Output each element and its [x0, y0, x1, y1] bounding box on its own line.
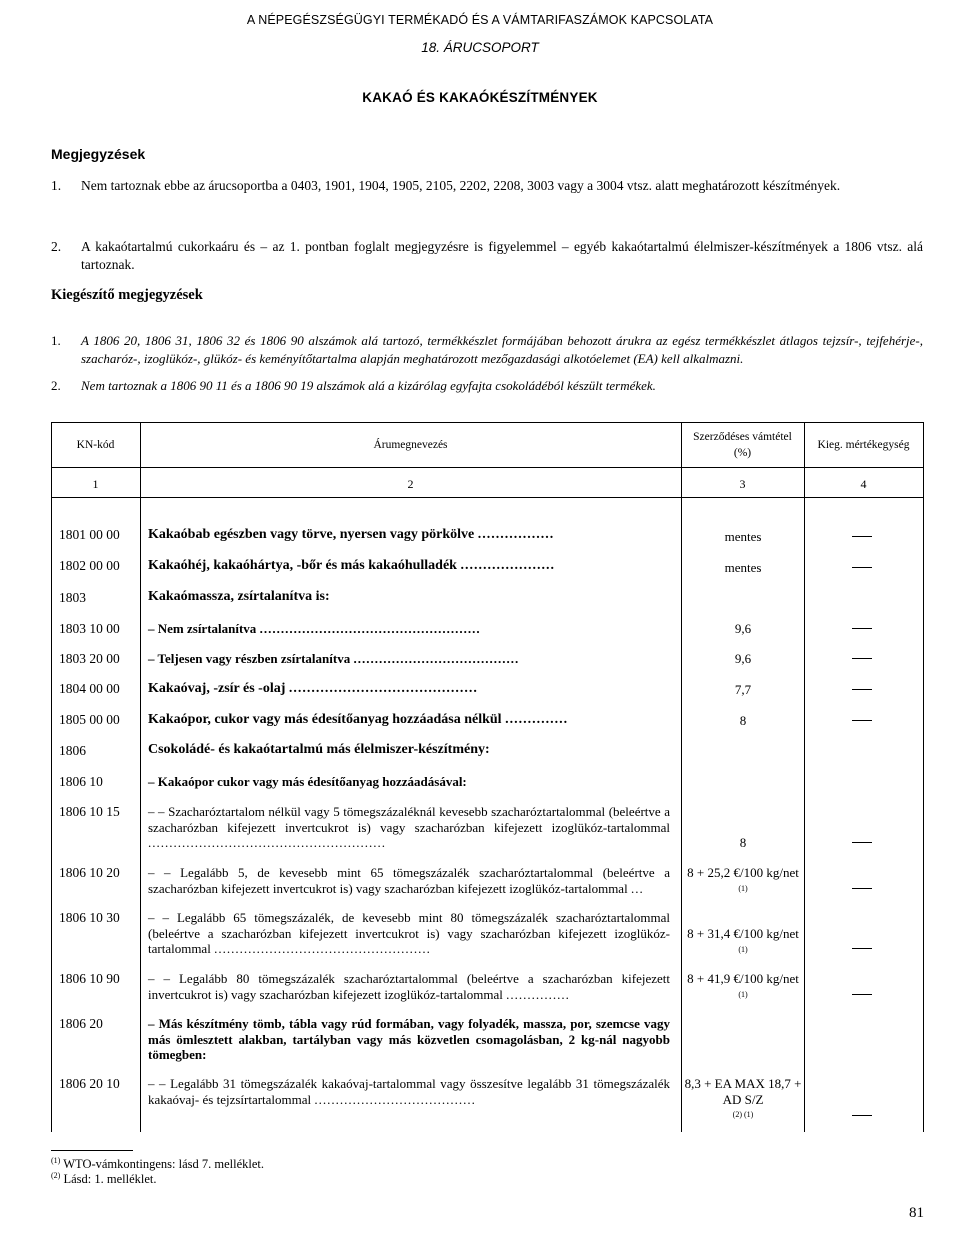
page-number: 81 — [909, 1205, 924, 1221]
row-code: 1806 10 20 — [59, 865, 120, 880]
row-code: 1803 — [59, 590, 86, 605]
note-number: 2. — [51, 239, 62, 254]
unit-dash — [852, 567, 872, 568]
row-code: 1806 — [59, 743, 86, 758]
row-code: 1806 10 30 — [59, 910, 120, 925]
row-description: Kakaóhéj, kakaóhártya, -bőr és más kakaóhulladék ..................... — [148, 558, 555, 573]
footnote-2: $^{(2)}$ Lásd: 1. melléklet. — [51, 1171, 157, 1187]
row-rate: 8,3 + EA MAX 18,7 + AD S/Z $^{(2) (1)}$ — [684, 1076, 802, 1119]
row-code: 1803 10 00 — [59, 621, 120, 636]
note-1 — [51, 177, 923, 195]
row-rate: 8 + 25,2 €/100 kg/net $^{(1)}$ — [687, 865, 799, 893]
notes-heading: Megjegyzések — [51, 146, 146, 162]
row-description: Kakaómassza, zsírtalanítva is: — [148, 589, 330, 604]
table-col-divider — [804, 422, 805, 1132]
row-rate: 8 — [739, 713, 747, 728]
unit-dash — [852, 842, 872, 843]
row-description: – – Legalább 80 tömegszázalék szacharóztartalommal (beleértve a szacharózban kifejezett invertcukrot is) vagy szacharózban kifejezett izoglükóz-tartalommal ............... — [148, 971, 670, 1002]
row-code: 1804 00 00 — [59, 681, 120, 696]
row-description: – Nem zsírtalanítva .................................................... — [148, 621, 481, 636]
table-top-rule — [51, 422, 924, 423]
chapter-title: KAKAÓ ÉS KAKAÓKÉSZÍTMÉNYEK — [362, 90, 598, 105]
row-rate: mentes — [724, 529, 762, 544]
unit-dash — [852, 1115, 872, 1116]
row-description: – – Szacharóztartalom nélkül vagy 5 tömegszázaléknál kevesebb szacharóztartalommal (beleértve a szacharózban kifejezett invertcukrot is) vagy szacharózban kifejezett izoglükóz-tartalommal ........................................................ — [148, 804, 670, 850]
unit-dash — [852, 948, 872, 949]
supplementary-note-2 — [51, 377, 923, 395]
row-code: 1802 00 00 — [59, 558, 120, 573]
row-description: – Teljesen vagy részben zsírtalanítva ....................................... — [148, 651, 520, 666]
section-label: 18. ÁRUCSOPORT — [421, 40, 539, 55]
row-code: 1806 10 — [59, 774, 103, 789]
column-number: 3 — [739, 477, 746, 491]
supplementary-note-1 — [51, 332, 923, 368]
footnote-1: $^{(1)}$ WTO-vámkontingens: lásd 7. melléklet. — [51, 1156, 265, 1172]
unit-dash — [852, 689, 872, 690]
table-header-rule — [51, 467, 924, 468]
unit-dash — [852, 888, 872, 889]
row-description: Kakaóbab egészben vagy törve, nyersen vagy pörkölve ................. — [148, 527, 555, 542]
row-description: – – Legalább 31 tömegszázalék kakaóvaj-tartalommal vagy összesítve legalább 31 tömegszázalék kakaóvaj- és tejzsírtartalommal ...................................... — [148, 1076, 670, 1107]
row-rate: 9,6 — [734, 651, 752, 666]
supplementary-number: 1. — [51, 333, 61, 348]
header-rate — [681, 429, 804, 461]
row-description: – Más készítmény tömb, tábla vagy rúd formában, vagy folyadék, massza, por, szemcse vagy más ömlesztett alakban, tartályban vagy más közvetlen csomagolásban, 2 kg-nál nagyobb tömegben: — [148, 1016, 670, 1062]
table-right-border — [923, 422, 924, 1132]
header-unit: Kieg. mértékegység — [817, 439, 910, 451]
header-rate-line2: (%) — [733, 447, 752, 459]
table-col-divider — [140, 422, 141, 1132]
table-numbers-rule — [51, 497, 924, 498]
running-head: A NÉPEGÉSZSÉGÜGYI TERMÉKADÓ ÉS A VÁMTARIFASZÁMOK KAPCSOLATA — [246, 13, 714, 27]
unit-dash — [852, 658, 872, 659]
note-2 — [51, 238, 923, 273]
row-description: – Kakaópor cukor vagy más édesítőanyag hozzáadásával: — [148, 774, 467, 789]
supplementary-heading: Kiegészítő megjegyzések — [51, 287, 203, 303]
header-code: KN-kód — [76, 439, 115, 451]
row-rate: 7,7 — [734, 682, 752, 697]
row-rate: mentes — [724, 560, 762, 575]
row-description: Kakaópor, cukor vagy más édesítőanyag hozzáadása nélkül .............. — [148, 712, 569, 727]
row-code: 1801 00 00 — [59, 527, 120, 542]
row-code: 1806 10 90 — [59, 971, 120, 986]
row-rate: 8 + 41,9 €/100 kg/net $^{(1)}$ — [687, 971, 799, 999]
note-text: A kakaótartalmú cukorkaáru és – az 1. pontban foglalt megjegyzésre is figyelemmel – egyéb kakaótartalmú élelmiszer-készítmények a 1806 vtsz. alá tartoznak. — [81, 239, 923, 272]
supplementary-text: Nem tartoznak a 1806 90 11 és a 1806 90 19 alszámok alá a kizárólag egyfajta csokoládéból készült termékek. — [81, 378, 656, 393]
row-description: Csokoládé- és kakaótartalmú más élelmiszer-készítmény: — [148, 742, 490, 757]
unit-dash — [852, 720, 872, 721]
unit-dash — [852, 536, 872, 537]
table-left-border — [51, 422, 52, 1132]
row-rate: 8 — [739, 835, 747, 850]
row-code: 1806 20 — [59, 1016, 103, 1031]
table-col-divider — [681, 422, 682, 1132]
row-code: 1803 20 00 — [59, 651, 120, 666]
unit-dash — [852, 628, 872, 629]
supplementary-number: 2. — [51, 378, 61, 393]
row-rate: 9,6 — [734, 621, 752, 636]
row-code: 1805 00 00 — [59, 712, 120, 727]
supplementary-text: A 1806 20, 1806 31, 1806 32 és 1806 90 alszámok alá tartozó, termékkészlet formájában behozott árukra az egész termékkészlet átlagos tejzsír-, tejfehérje-, szacharóz-, izoglükóz-, glükóz- és keményítőtartalma alapján meghatározott mezőgazdasági alkotóelemet (EA) kell alkalmazni. — [81, 333, 923, 366]
footnote-rule — [51, 1150, 133, 1151]
header-description: Árumegnevezés — [373, 439, 448, 451]
row-description: – – Legalább 65 tömegszázalék, de kevesebb mint 80 tömegszázalék szacharóztartalommal (beleértve a szacharózban kifejezett invertcukrot is) vagy szacharózban kifejezett izoglükóz-tartalommal ................................................... — [148, 910, 670, 956]
column-number: 2 — [407, 477, 414, 491]
row-rate: 8 + 31,4 €/100 kg/net $^{(1)}$ — [687, 926, 799, 954]
unit-dash — [852, 994, 872, 995]
note-text: Nem tartoznak ebbe az árucsoportba a 0403, 1901, 1904, 1905, 2105, 2202, 2208, 3003 vagy a 3004 vtsz. alatt meghatározott készítmények. — [81, 178, 841, 193]
note-number: 1. — [51, 178, 62, 193]
row-code: 1806 10 15 — [59, 804, 120, 819]
row-code: 1806 20 10 — [59, 1076, 120, 1091]
row-description: – – Legalább 5, de kevesebb mint 65 tömegszázalék szacharóztartalommal (beleértve a szacharózban kifejezett invertcukrot is) vagy szacharózban kifejezett izoglükóz-tartalommal ... — [148, 865, 670, 896]
column-number: 4 — [860, 477, 867, 491]
header-rate-line1: Szerződéses vámtétel — [693, 431, 792, 443]
row-description: Kakaóvaj, -zsír és -olaj .......................................... — [148, 681, 478, 696]
column-number: 1 — [92, 477, 99, 491]
